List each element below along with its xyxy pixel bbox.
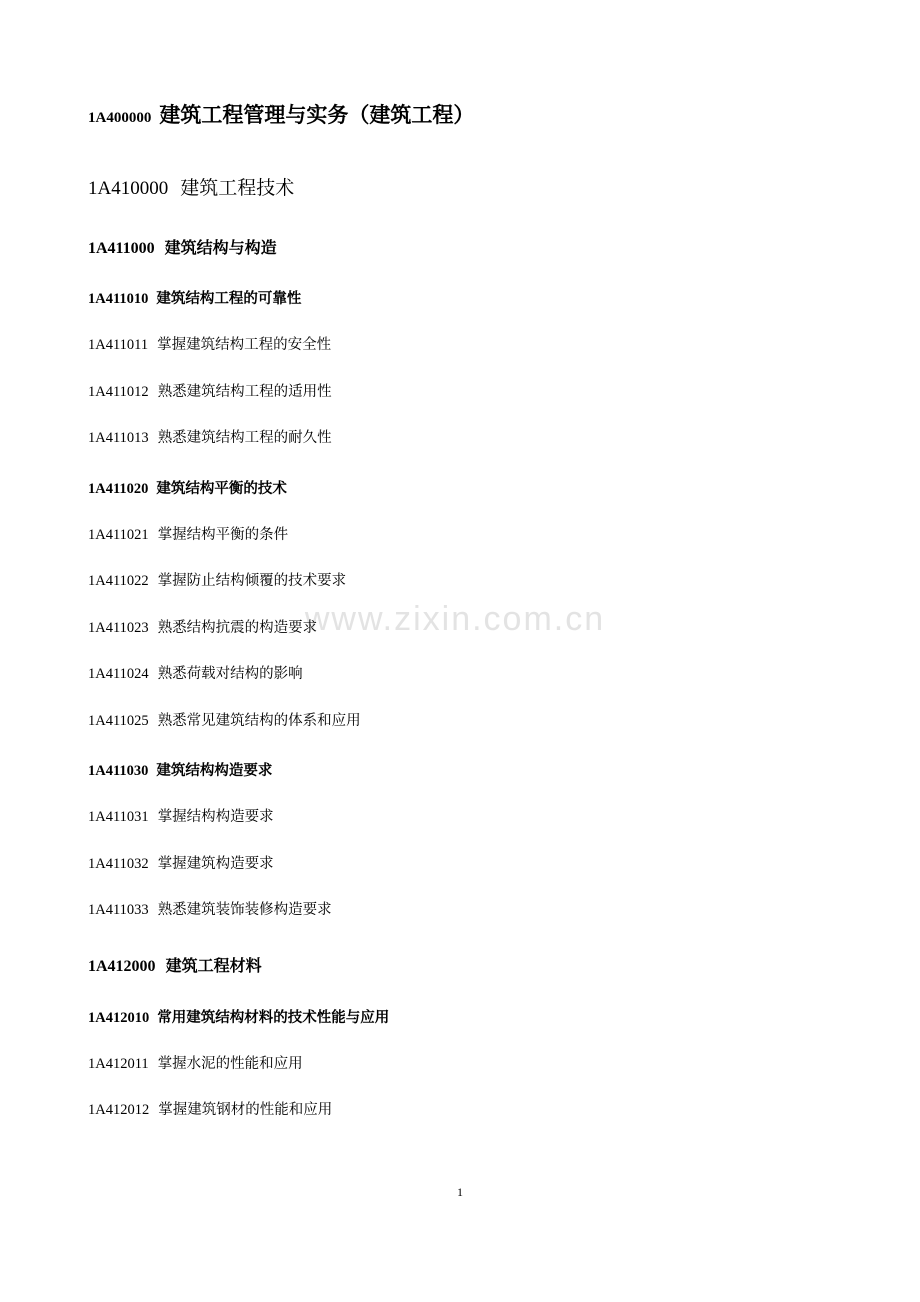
list-item — [88, 1102, 836, 1119]
document-body — [88, 105, 836, 1120]
list-item — [88, 666, 836, 683]
list-item — [88, 527, 836, 544]
list-item — [88, 713, 836, 730]
item-code: 1A411021 — [88, 526, 149, 543]
list-item — [88, 856, 836, 873]
item-label: 熟悉建筑结构工程的耐久性 — [157, 430, 332, 447]
heading-label: 建筑工程材料 — [165, 958, 262, 976]
heading-level-1 — [88, 178, 836, 201]
item-code: 1A411025 — [88, 712, 149, 729]
list-item — [88, 384, 836, 401]
item-label: 掌握建筑结构工程的安全性 — [157, 337, 332, 354]
item-code: 1A411011 — [88, 337, 149, 354]
item-code: 1A411023 — [88, 619, 149, 636]
item-label: 熟悉建筑装饰装修构造要求 — [157, 902, 332, 919]
list-item — [88, 809, 836, 826]
heading-label: 建筑工程技术 — [180, 178, 295, 199]
item-code: 1A411013 — [88, 430, 149, 447]
heading-label: 建筑结构构造要求 — [156, 762, 273, 779]
page-number: 1 — [457, 1185, 463, 1199]
item-label: 熟悉常见建筑结构的体系和应用 — [157, 712, 361, 729]
heading-code: 1A412010 — [88, 1009, 150, 1026]
item-code: 1A411012 — [88, 383, 149, 400]
list-item — [88, 573, 836, 590]
item-code: 1A411022 — [88, 573, 149, 590]
heading-label: 建筑结构工程的可靠性 — [156, 290, 302, 307]
heading-level-3 — [88, 763, 836, 780]
heading-level-2 — [88, 957, 836, 976]
heading-label: 建筑结构与构造 — [164, 239, 277, 257]
heading-code: 1A412000 — [88, 958, 156, 976]
item-label: 掌握结构构造要求 — [157, 809, 274, 826]
heading-level-3 — [88, 481, 836, 498]
heading-code: 1A411010 — [88, 290, 149, 307]
list-item — [88, 430, 836, 447]
item-label: 熟悉荷载对结构的影响 — [157, 666, 303, 683]
item-code: 1A411024 — [88, 666, 149, 683]
list-item — [88, 337, 836, 354]
heading-label: 常用建筑结构材料的技术性能与应用 — [157, 1009, 390, 1026]
heading-code: 1A411020 — [88, 480, 149, 497]
heading-code: 1A410000 — [88, 178, 169, 199]
item-code: 1A412012 — [88, 1102, 150, 1119]
item-label: 熟悉建筑结构工程的适用性 — [157, 383, 332, 400]
item-code: 1A411032 — [88, 855, 149, 872]
item-label: 熟悉结构抗震的构造要求 — [157, 619, 318, 636]
item-code: 1A411033 — [88, 902, 149, 919]
list-item — [88, 902, 836, 919]
item-label: 掌握建筑钢材的性能和应用 — [158, 1102, 333, 1119]
page-title-code: 1A400000 — [88, 110, 152, 126]
item-label: 掌握防止结构倾覆的技术要求 — [157, 573, 347, 590]
heading-code: 1A411000 — [88, 239, 155, 257]
item-label: 掌握水泥的性能和应用 — [157, 1056, 303, 1073]
page-title-name: 建筑工程管理与实务（建筑工程） — [159, 103, 475, 127]
item-label: 掌握建筑构造要求 — [157, 855, 274, 872]
heading-label: 建筑结构平衡的技术 — [156, 480, 287, 497]
heading-level-3 — [88, 291, 836, 308]
heading-level-3 — [88, 1010, 836, 1027]
page-title — [88, 105, 836, 126]
watermark: www.zixin.com.cn — [304, 600, 606, 638]
heading-code: 1A411030 — [88, 762, 149, 779]
item-label: 掌握结构平衡的条件 — [157, 526, 289, 543]
list-item — [88, 620, 836, 637]
list-item — [88, 1056, 836, 1073]
item-code: 1A412011 — [88, 1056, 149, 1073]
heading-level-2 — [88, 239, 836, 258]
item-code: 1A411031 — [88, 809, 149, 826]
